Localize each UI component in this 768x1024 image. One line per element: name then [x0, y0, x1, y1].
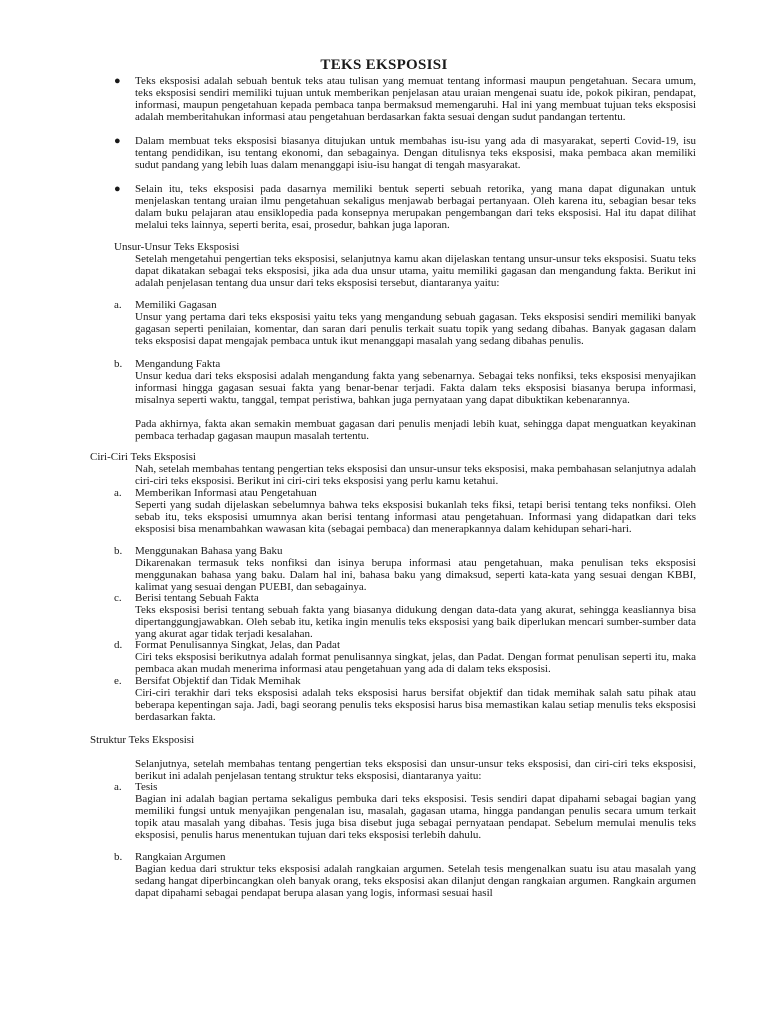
struktur-intro: Selanjutnya, setelah membahas tentang pengertian teks eksposisi dan unsur-unsur teks eksposisi, dan ciri-ciri teks eksposisi, berikut ini adalah penjelasan tentang struktur teks eksposisi, diantaranya yaitu: — [135, 758, 696, 782]
list-marker: b. — [114, 851, 123, 863]
list-marker: b. — [114, 545, 123, 557]
struktur-item-title: Tesis — [135, 781, 158, 793]
ciri-item-text: Ciri teks eksposisi berikutnya adalah format penulisannya singkat, jelas, dan Padat. Dengan format penulisan seperti itu, maka pembaca akan mudah menerima informasi atau pengetahuan yang ada di dalam teks eksposisi. — [135, 651, 696, 675]
list-marker: b. — [114, 358, 123, 370]
bullet-icon: ● — [114, 75, 121, 87]
list-marker: a. — [114, 781, 122, 793]
ciri-intro: Nah, setelah membahas tentang pengertian teks eksposisi dan unsur-unsur teks eksposisi, maka pembahasan selanjutnya adalah ciri-ciri teks eksposisi. Berikut ini ciri-ciri teks eksposisi yang perlu kamu ketahui. — [135, 463, 696, 487]
bullet-paragraph-3: Selain itu, teks eksposisi pada dasarnya memiliki bentuk seperti sebuah retorika, yang mana dapat digunakan untuk menjelaskan tentang uraian ilmu pengetahuan sekaligus menjawab berbagai pertanyaan. Oleh karena itu, sebagian besar teks dalam buku pelajaran atau ensiklopedia pada konsepnya merupakan pengembangan dari teks eksposisi. Hal itu dapat dilihat melalui teks lainnya, seperti berita, esai, prosedur, bahkan juga laporan. — [135, 183, 696, 231]
section-heading-unsur: Unsur-Unsur Teks Eksposisi — [114, 241, 240, 253]
struktur-item-title: Rangkaian Argumen — [135, 851, 226, 863]
list-marker: a. — [114, 487, 122, 499]
ciri-item-title: Memberikan Informasi atau Pengetahuan — [135, 487, 317, 499]
ciri-item-title: Bersifat Objektif dan Tidak Memihak — [135, 675, 301, 687]
bullet-icon: ● — [114, 183, 121, 195]
ciri-item-text: Dikarenakan termasuk teks nonfiksi dan isinya berupa informasi atau pengetahuan, maka penulisan teks eksposisi menggunakan bahasa yang baku. Dalam hal ini, bahasa baku yang dimaksud, seperti kata-kata yang sesuai dengan KBBI, kalimat yang sesuai dengan PUEBI, dan sebagainya. — [135, 557, 696, 593]
ciri-item-title: Berisi tentang Sebuah Fakta — [135, 592, 259, 604]
unsur-item-title: Memiliki Gagasan — [135, 299, 217, 311]
unsur-intro: Setelah mengetahui pengertian teks eksposisi, selanjutnya kamu akan dijelaskan tentang unsur-unsur teks eksposisi. Suatu teks dapat dikatakan sebagai teks eksposisi, jika ada dua unsur utama, yaitu memiliki gagasan dan mengandung fakta. Berikut ini adalah penjelasan tentang dua unsur dari teks eksposisi tersebut, diantaranya yaitu: — [135, 253, 696, 289]
unsur-item-text: Unsur yang pertama dari teks eksposisi yaitu teks yang mengandung sebuah gagasan. Teks eksposisi sendiri memiliki banyak gagasan seperti penilaian, komentar, dan saran dari penulis terkait suatu topik yang sedang dibahas. Banyak gagasan dalam teks eksposisi dapat mengajak pembaca untuk ikut menanggapi masalah yang sedang dibahas penulis. — [135, 311, 696, 347]
unsur-item-title: Mengandung Fakta — [135, 358, 221, 370]
list-marker: c. — [114, 592, 122, 604]
list-marker: e. — [114, 675, 122, 687]
struktur-item-text: Bagian ini adalah bagian pertama sekaligus pembuka dari teks eksposisi. Tesis sendiri dapat dipahami sebagai bagian yang memiliki fungsi untuk menyajikan pengenalan isu, masalah, gagasan utama, hingga pandangan penulis secara umum terkait topik atau masalah yang dibahas. Tesis juga bisa disebut juga sebagai pernyataan pendapat. Sebelum memulai menulis teks eksposisi, penulis harus menentukan tujuan dari teks eksposisi terlebih dahulu. — [135, 793, 696, 841]
struktur-item-text: Bagian kedua dari struktur teks eksposisi adalah rangkaian argumen. Setelah tesis mengenalkan suatu isu atau masalah yang sedang hangat diperbincangkan oleh banyak orang, teks eksposisi akan dilanjut dengan rangkaian argumen. Rangkain argumen dapat dipahami sebagai pendapat berupa alasan yang logis, informasi sesuai hasil — [135, 863, 696, 899]
section-heading-ciri: Ciri-Ciri Teks Eksposisi — [90, 451, 196, 463]
list-marker: a. — [114, 299, 122, 311]
list-marker: d. — [114, 639, 123, 651]
unsur-item-text-2: Pada akhirnya, fakta akan semakin membuat gagasan dari penulis menjadi lebih kuat, sehingga dapat menguatkan keyakinan pembaca terhadap gagasan maupun masalah tertentu. — [135, 418, 696, 442]
ciri-item-text: Ciri-ciri terakhir dari teks eksposisi adalah teks eksposisi harus bersifat objektif dan tidak memihak salah satu pihak atau beberapa kepentingan saja. Jadi, bagi seorang penulis teks eksposisi harus bisa memastikan kalau setiap menulis teks eksposisi berdasarkan fakta. — [135, 687, 696, 723]
ciri-item-title: Menggunakan Bahasa yang Baku — [135, 545, 283, 557]
section-heading-struktur: Struktur Teks Eksposisi — [90, 734, 195, 746]
ciri-item-text: Teks eksposisi berisi tentang sebuah fakta yang biasanya didukung dengan data-data yang akurat, sehingga keasliannya bisa dipertanggungjawabkan. Oleh sebab itu, ketika ingin menulis teks eksposisi yang baik diperlukan mencari sumber-sumber data yang akurat agar tidak terjadi kesalahan. — [135, 604, 696, 640]
document-title: TEKS EKSPOSISI — [320, 57, 448, 73]
ciri-item-text: Seperti yang sudah dijelaskan sebelumnya bahwa teks eksposisi bukanlah teks fiksi, tetapi berisi tentang teks nonfiksi. Oleh sebab itu, teks eksposisi umumnya akan berisi tentang informasi atau pengetahuan. Informasi yang didapatkan dari teks eksposisi bisa menambahkan wawasan kita (sebagai pembaca) dan menerapkannya dalam kehidupan sehari-hari. — [135, 499, 696, 535]
ciri-item-title: Format Penulisannya Singkat, Jelas, dan Padat — [135, 639, 340, 651]
bullet-paragraph-1: Teks eksposisi adalah sebuah bentuk teks atau tulisan yang memuat tentang informasi maupun pengetahuan. Secara umum, teks eksposisi sendiri memiliki tujuan untuk memberikan penjelasan atau uraian mengenai suatu ide, pokok pikiran, pendapat, informasi, maupun pengetahuan kepada pembaca tanpa bermaksud memengaruhi. Hal ini yang membuat tujuan teks eksposisi adalah memberitahukan informasi atau pengetahuan berdasarkan fakta sesuai dengan sudut pandangan tertentu. — [135, 75, 696, 123]
bullet-icon: ● — [114, 135, 121, 147]
unsur-item-text: Unsur kedua dari teks eksposisi adalah mengandung fakta yang sebenarnya. Sebagai teks nonfiksi, teks eksposisi menyajikan informasi hingga gagasan sesuai fakta yang benar-benar terjadi. Fakta dalam teks eksposisi biasanya berupa informasi, misalnya seperti waktu, tanggal, tempat peristiwa, bahkan juga pernyataan yang dapat dibuktikan kebenarannya. — [135, 370, 696, 406]
bullet-paragraph-2: Dalam membuat teks eksposisi biasanya ditujukan untuk membahas isu-isu yang ada di masyarakat, seperti Covid-19, isu tentang pendidikan, isu tentang ekonomi, dan sebagainya. Dengan ditulisnya teks eksposisi, maka pembaca akan memiliki sudut pandang yang lebih luas dalam menanggapi isiu-isu hangat di tengah masyarakat. — [135, 135, 696, 171]
